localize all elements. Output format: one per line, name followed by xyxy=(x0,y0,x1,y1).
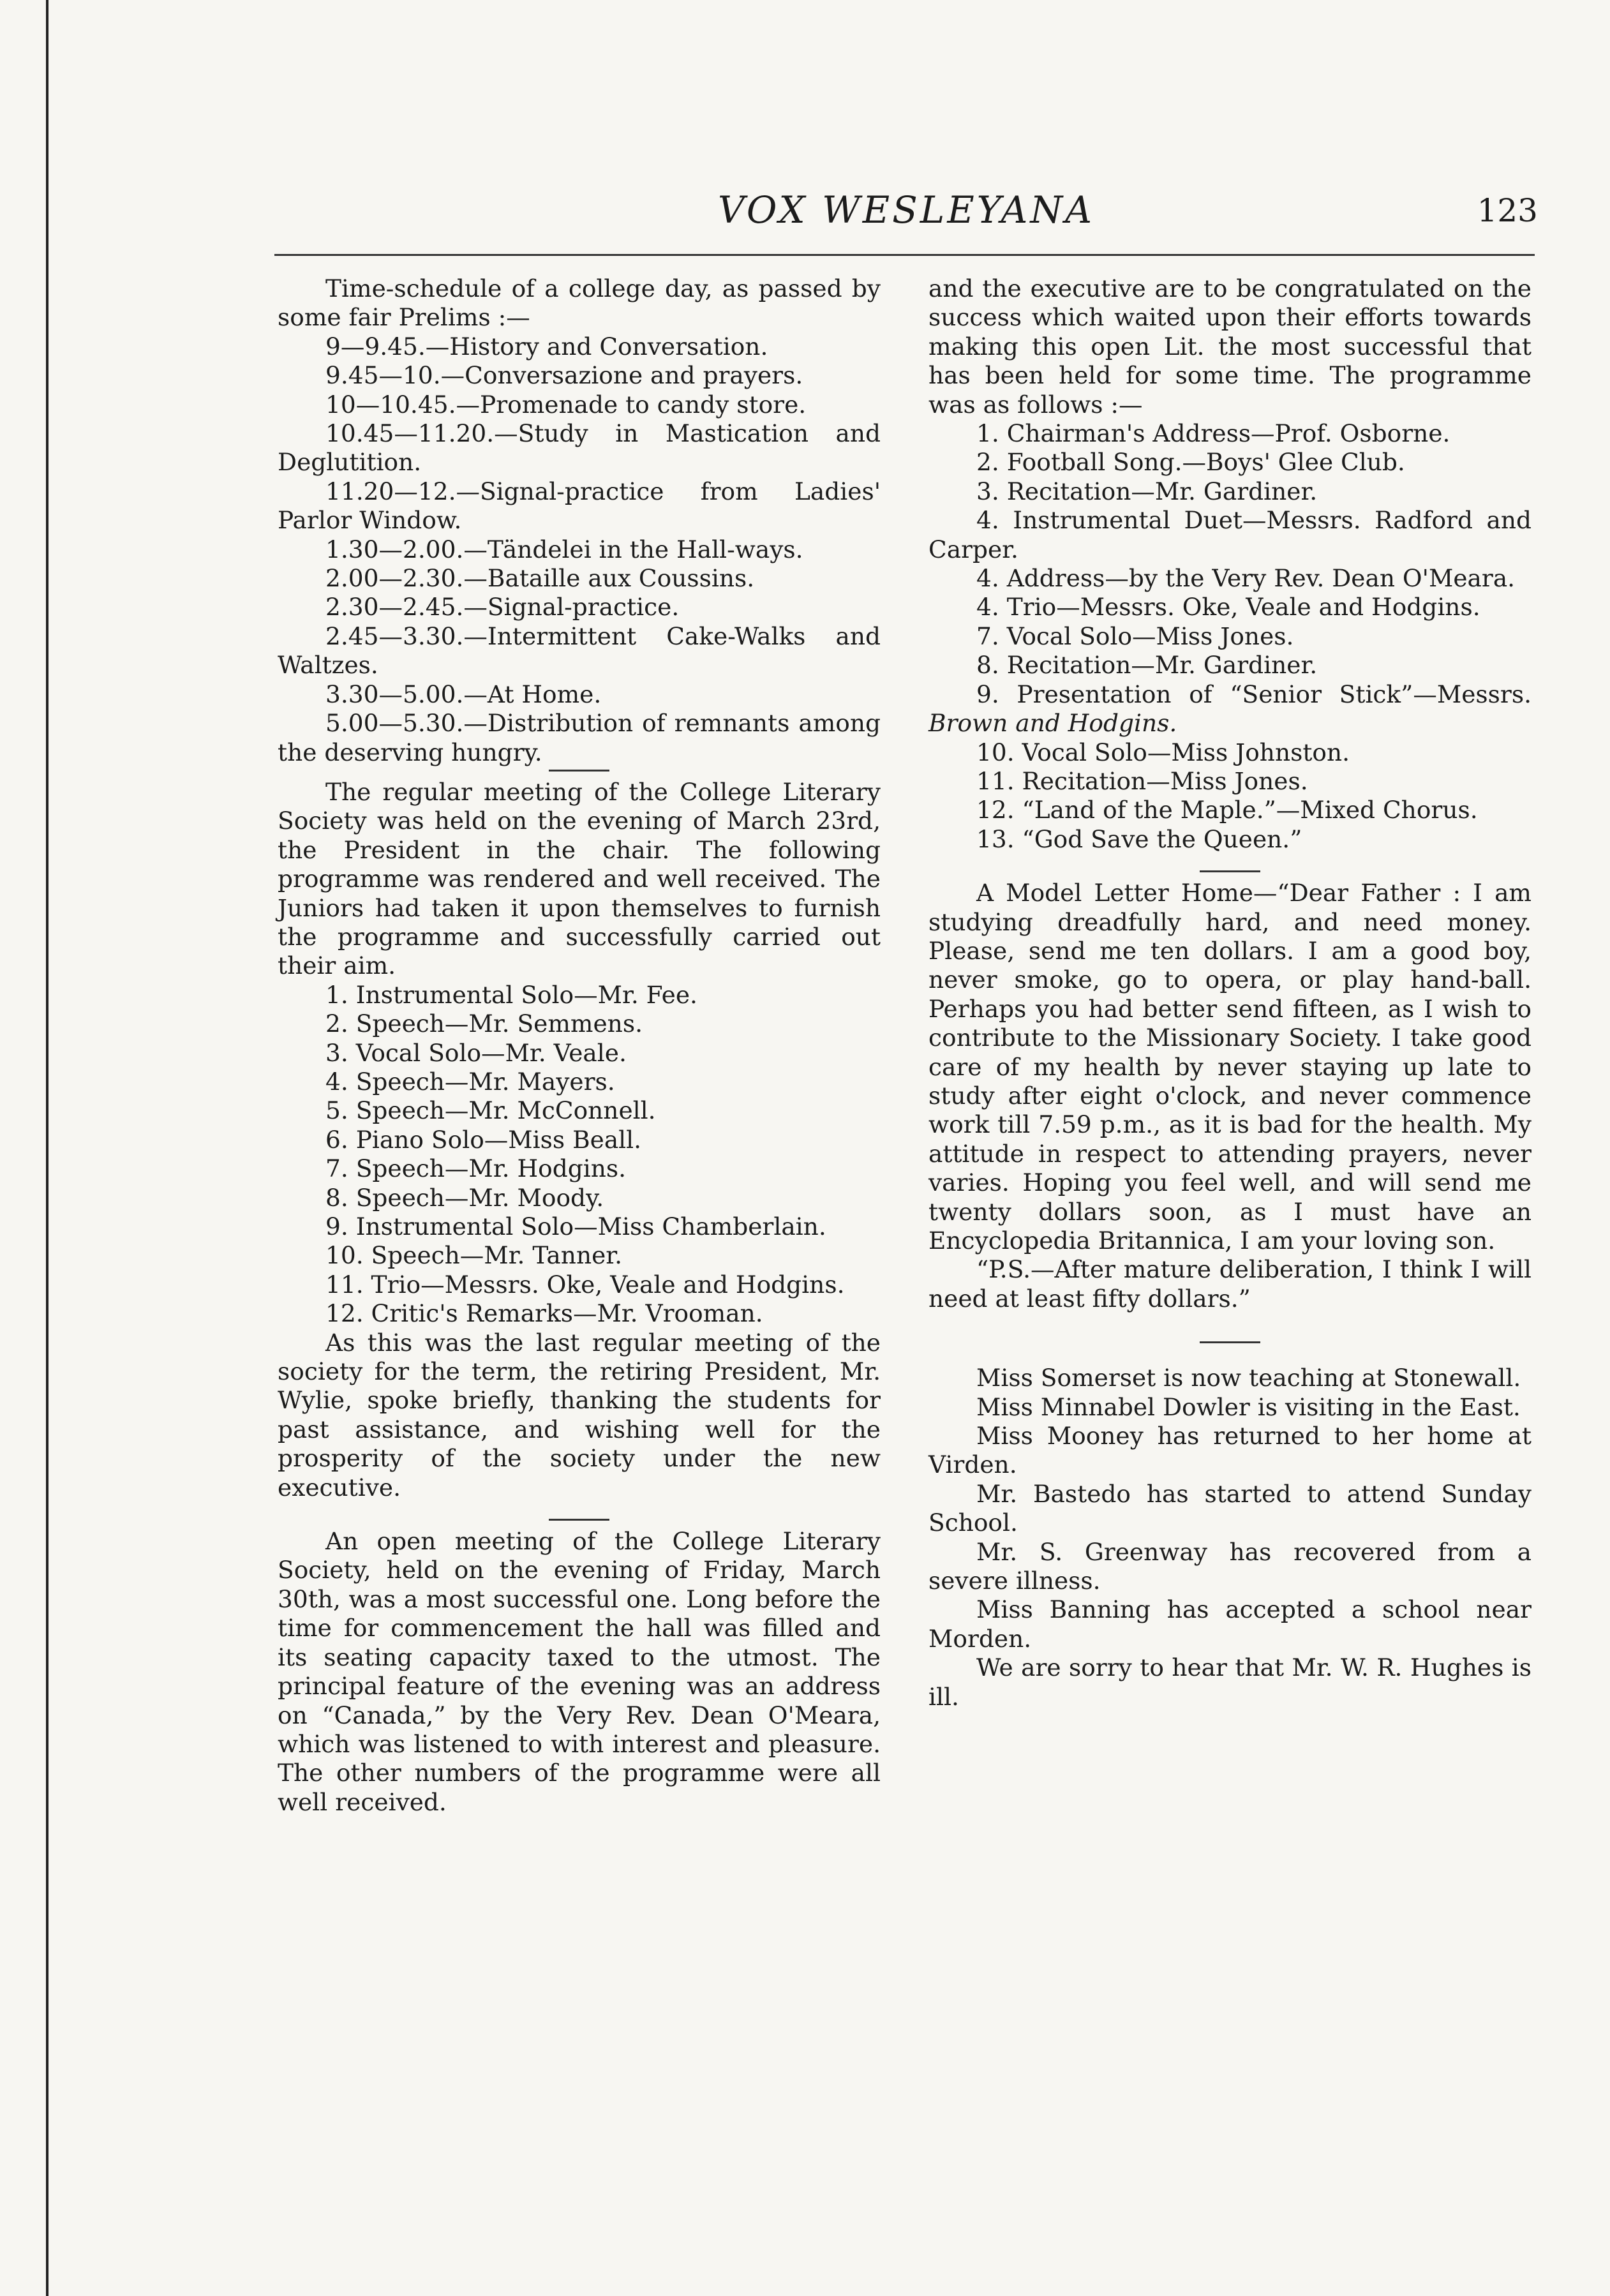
personal-note: Mr. Bastedo has started to attend Sunday School. xyxy=(928,1479,1532,1537)
letter-postscript: “P.S.—After mature deliberation, I think I will need at least fifty dollars.” xyxy=(928,1255,1532,1313)
personal-note: Miss Mooney has returned to her home at Virden. xyxy=(928,1422,1532,1479)
schedule-item: 10—10.45.—Promenade to candy store. xyxy=(325,390,807,419)
programme-item: 7. Speech—Mr. Hodgins. xyxy=(325,1154,627,1183)
programme-item-text: 9. Presentation of “Senior Stick”—Messrs. xyxy=(976,680,1532,708)
section-divider xyxy=(549,1519,609,1521)
schedule-item: 3.30—5.00.—At Home. xyxy=(325,680,602,708)
schedule-item: 9—9.45.—History and Conversation. xyxy=(325,332,768,361)
open-meeting-paragraph: An open meeting of the College Literary Society, held on the evening of Friday, March 30th, was a most successful one. Long before the time for commencement the hall was filled and its seating capacity taxed to the utmost. The principal feature of the evening was an address on “Canada,” by the Very Rev. Dean O'Meara, which was listened to with interest and pleasure. The other numbers of the programme were all well received. xyxy=(278,1527,881,1816)
personal-note: Mr. S. Greenway has recovered from a severe illness. xyxy=(928,1537,1532,1595)
programme-item: 4. Instrumental Duet—Messrs. Radford and Carper. xyxy=(928,506,1532,563)
programme-item: 4. Address—by the Very Rev. Dean O'Meara. xyxy=(976,564,1516,593)
programme-item: 9. Instrumental Solo—Miss Chamberlain. xyxy=(325,1212,826,1241)
section-divider xyxy=(549,770,609,772)
programme-item: 8. Speech—Mr. Moody. xyxy=(325,1183,604,1212)
personal-note: Miss Somerset is now teaching at Stonewall. xyxy=(976,1364,1521,1392)
programme-item: 2. Speech—Mr. Semmens. xyxy=(325,1010,643,1038)
page-number: 123 xyxy=(1477,192,1538,229)
programme-item: 7. Vocal Solo—Miss Jones. xyxy=(976,622,1294,650)
programme-item: 12. “Land of the Maple.”—Mixed Chorus. xyxy=(976,796,1478,824)
programme-item: 11. Recitation—Miss Jones. xyxy=(976,766,1308,795)
schedule-item: 2.30—2.45.—Signal-practice. xyxy=(325,593,680,622)
personal-note: Miss Banning has accepted a school near Morden. xyxy=(928,1595,1532,1653)
personal-note: We are sorry to hear that Mr. W. R. Hughes is ill. xyxy=(928,1653,1532,1711)
programme-item: 6. Piano Solo—Miss Beall. xyxy=(325,1125,642,1154)
schedule-item: 5.00—5.30.—Distribution of remnants among the deserving hungry. xyxy=(278,709,881,766)
schedule-item: 11.20—12.—Signal-practice from Ladies' Parlor Window. xyxy=(278,477,881,535)
programme-item: 1. Instrumental Solo—Mr. Fee. xyxy=(325,980,697,1009)
programme-item xyxy=(928,680,1532,738)
page-header xyxy=(274,188,1538,246)
programme-item: 10. Speech—Mr. Tanner. xyxy=(325,1241,623,1270)
programme-item: 10. Vocal Solo—Miss Johnston. xyxy=(976,738,1350,766)
letter-paragraph: A Model Letter Home—“Dear Father : I am studying dreadfully hard, and need money. Please, send me ten dollars. I am a good boy, never smoke, go to opera, or play hand-ball. Perhaps you had better send fifteen, as I wish to contribute to the Missionary Society. I take good care of my health by never staying up late to study after eight o'clock, and never commence work till 7.59 p.m., as it is bad for the health. My attitude in respect to attending prayers, never varies. Hoping you feel well, and will send me twenty dollars soon, as I must have an Encyclopedia Britannica, I am your loving son. xyxy=(928,879,1532,1255)
right-column xyxy=(928,274,1532,1711)
continuation-paragraph: and the executive are to be congratulated on the success which waited upon their efforts towards making this open Lit. the most successful that has been held for some time. The programme was as follows :— xyxy=(928,274,1532,419)
programme-item: 1. Chairman's Address—Prof. Osborne. xyxy=(976,419,1450,448)
schedule-item: 1.30—2.00.—Tändelei in the Hall-ways. xyxy=(325,535,803,563)
personal-note: Miss Minnabel Dowler is visiting in the East. xyxy=(976,1392,1521,1421)
programme-item: 5. Speech—Mr. McConnell. xyxy=(325,1096,656,1125)
closing-paragraph: As this was the last regular meeting of the society for the term, the retiring President, Mr. Wylie, spoke briefly, thanking the students for past assistance, and wishing well for the prosperity of the society under the new executive. xyxy=(278,1328,881,1502)
running-title: VOX WESLEYANA xyxy=(718,188,1094,232)
programme-item: 8. Recitation—Mr. Gardiner. xyxy=(976,651,1318,680)
programme-item: 11. Trio—Messrs. Oke, Veale and Hodgins. xyxy=(325,1270,845,1299)
programme-item: 3. Vocal Solo—Mr. Veale. xyxy=(325,1038,627,1067)
section-divider xyxy=(1200,870,1260,872)
schedule-intro: Time-schedule of a college day, as passed by some fair Prelims :— xyxy=(278,274,881,332)
programme-item: 4. Trio—Messrs. Oke, Veale and Hodgins. xyxy=(976,593,1480,622)
schedule-item: 2.00—2.30.—Bataille aux Coussins. xyxy=(325,564,755,593)
programme-item: 2. Football Song.—Boys' Glee Club. xyxy=(976,448,1405,477)
page-binding-line xyxy=(46,0,48,2296)
lit-meeting-paragraph: The regular meeting of the College Literary Society was held on the evening of March 23rd, the President in the chair. The following programme was rendered and well received. The Juniors had taken it upon themselves to furnish the programme and successfully carried out their aim. xyxy=(278,777,881,980)
programme-item: 4. Speech—Mr. Mayers. xyxy=(325,1067,615,1096)
programme-item: 3. Recitation—Mr. Gardiner. xyxy=(976,477,1318,505)
schedule-item: 2.45—3.30.—Intermittent Cake-Walks and Waltzes. xyxy=(278,622,881,680)
header-rule xyxy=(274,254,1535,256)
schedule-item: 10.45—11.20.—Study in Mastication and Deglutition. xyxy=(278,419,881,477)
programme-item-names: Brown and Hodgins. xyxy=(928,709,1177,738)
programme-item: 12. Critic's Remarks—Mr. Vrooman. xyxy=(325,1299,763,1328)
schedule-item: 9.45—10.—Conversazione and prayers. xyxy=(325,361,803,390)
programme-item: 13. “God Save the Queen.” xyxy=(976,824,1302,853)
left-column xyxy=(278,274,881,1817)
section-divider xyxy=(1200,1341,1260,1343)
